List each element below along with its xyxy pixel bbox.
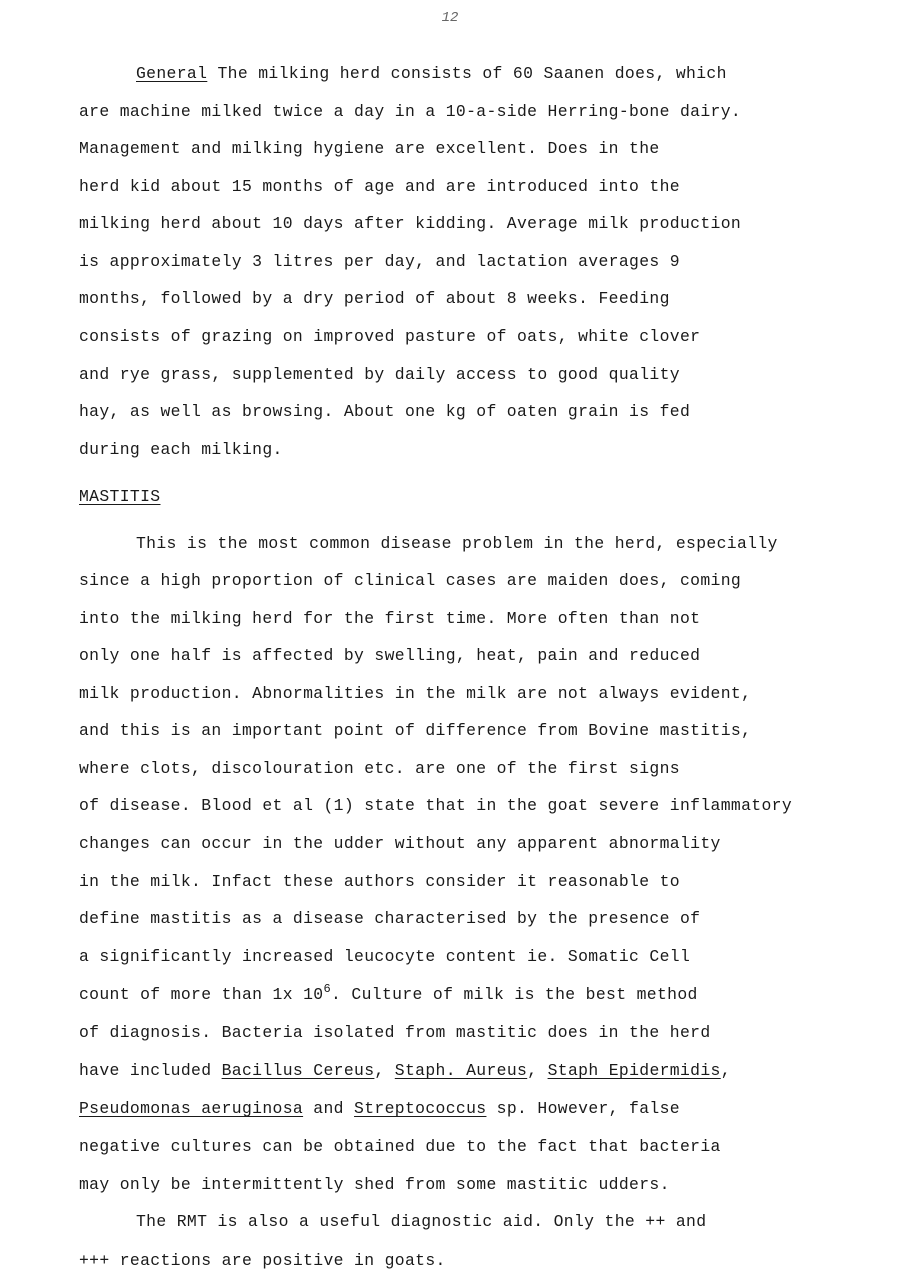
general-heading: General [136,64,208,83]
mastitis-heading: MASTITIS [79,487,161,506]
mastitis-line: into the milking herd for the first time. More often than not [79,609,701,628]
mastitis-heading-line [79,487,161,507]
mastitis-line: define mastitis as a disease characterised by the presence of [79,909,701,928]
somatic-count-line: count of more than 1x $10^6$. Culture of milk is the best method [79,982,698,1004]
bacteria-name: Bacillus Cereus [221,1061,375,1080]
bacteria-line-1: have included Bacillus Cereus, Staph. Aureus, Staph Epidermidis, [79,1061,731,1080]
exponent: 6 [323,982,332,996]
general-line: hay, as well as browsing. About one kg of oaten grain is fed [79,402,691,421]
mastitis-line: in the milk. Infact these authors consider it reasonable to [79,872,680,891]
mastitis-line: milk production. Abnormalities in the milk are not always evident, [79,684,752,703]
bacteria-name: Pseudomonas aeruginosa [79,1099,304,1118]
general-line: during each milking. [79,440,283,459]
bacteria-name: Staph Epidermidis [547,1061,721,1080]
general-line-1: General The milking herd consists of 60 Saanen does, which [136,64,727,83]
general-line: are machine milked twice a day in a 10-a-side Herring-bone dairy. [79,102,742,121]
mastitis-line: may only be intermittently shed from some mastitic udders. [79,1175,670,1194]
general-line: consists of grazing on improved pasture of oats, white clover [79,327,701,346]
mastitis-line: since a high proportion of clinical cases are maiden does, coming [79,571,742,590]
mastitis-line: of disease. Blood et al (1) state that in the goat severe inflammatory [79,796,793,815]
bacteria-name: Streptococcus [354,1099,487,1118]
mastitis-line: a significantly increased leucocyte content ie. Somatic Cell [79,947,691,966]
bacteria-name: Staph. Aureus [394,1061,528,1080]
rmt-line: +++ reactions are positive in goats. [79,1251,446,1270]
mastitis-line: and this is an important point of difference from Bovine mastitis, [79,721,752,740]
general-line: months, followed by a dry period of about 8 weeks. Feeding [79,289,670,308]
mastitis-line: This is the most common disease problem in the herd, especially [136,534,778,553]
mastitis-line: negative cultures can be obtained due to the fact that bacteria [79,1137,721,1156]
mastitis-line: only one half is affected by swelling, heat, pain and reduced [79,646,701,665]
bacteria-line-2: Pseudomonas aeruginosa and Streptococcus sp. However, false [79,1099,680,1118]
rmt-line: The RMT is also a useful diagnostic aid. Only the ++ and [136,1212,707,1231]
mastitis-line: changes can occur in the udder without any apparent abnormality [79,834,721,853]
page-number: 12 [441,10,459,26]
mastitis-line: where clots, discolouration etc. are one of the first signs [79,759,680,778]
mastitis-line: of diagnosis. Bacteria isolated from mastitic does in the herd [79,1023,711,1042]
general-line: and rye grass, supplemented by daily access to good quality [79,365,680,384]
general-line: Management and milking hygiene are excellent. Does in the [79,139,660,158]
general-line: herd kid about 15 months of age and are introduced into the [79,177,680,196]
general-line: milking herd about 10 days after kidding. Average milk production [79,214,742,233]
general-line: is approximately 3 litres per day, and lactation averages 9 [79,252,680,271]
